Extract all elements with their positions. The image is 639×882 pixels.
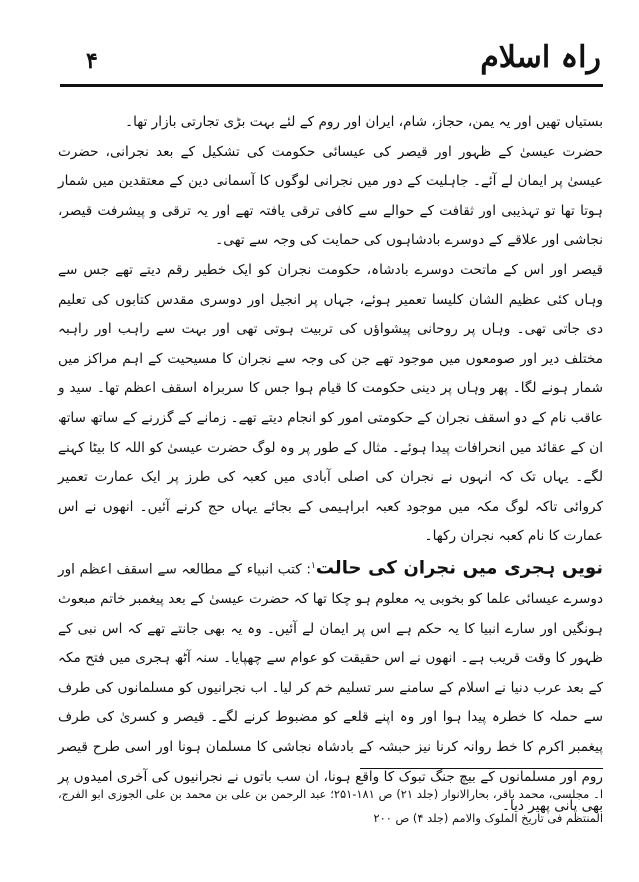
page-number: ۴ bbox=[86, 48, 98, 74]
paragraph: بستیاں تھیں اور یہ یمن، حجاز، شام، ایران اور روم کے لئے بہت بڑی تجارتی بازار تھا۔ bbox=[125, 114, 603, 130]
paragraph: حضرت عیسیٰ کے ظہور اور قیصر کی عیسائی حکومت کی تشکیل کے بعد نجرانی، حضرت عیسیٰ پر ایمان لے آئے۔ جاہلیت کے دور میں نجرانی لوگوں کا آسمانی دین کے معتقدین میں شمار ہوتا تھا تو تہذیبی اور ثقافت کے حوالے سے کافی ترقی یافتہ تھے اور یہ ترقی و پیشرفت قیصر، نجاشی اور علاقے کے دوسرے بادشاہوں کی حمایت کی وجہ سے تھی۔ bbox=[58, 143, 603, 249]
header-rule bbox=[60, 84, 603, 87]
paragraph-text: : کتب انبیاء کے مطالعہ سے اسقف اعظم اور دوسرے عیسائی علما کو بخوبی یہ معلوم ہو چکا تھا کہ حضرت عیسیٰ کے بعد پیغمبر خاتم مبعوث ہونگیں اور سارے انبیا کا یہ حکم ہے اس پر ایمان لے آئیں۔ وہ یہ بھی جانتے تھے کہ اس نبی کے ظہور کا وقت قریب ہے۔ انھوں نے اس حقیقت کو عوام سے چھپایا۔ سنہ آٹھ ہجری میں فتح مکہ کے بعد عرب دنیا نے اسلام کے سامنے سر تسلیم خم کر لیا۔ اب نجرانیوں کو مسلمانوں کی طرف سے حملہ کا خطرہ پیدا ہوا اور وہ اپنے قلعے کو مضبوط کرنے لگے۔ قیصر و کسریٰ کی طرف پیغمبر اکرم کا خط روانہ کرنا نیز حبشہ کے بادشاہ نجاشی کا مسلمان ہونا اور اسی طرح قیصر روم اور مسلمانوں کے بیچ جنگ تبوک کا واقع ہونا، ان سب باتوں نے نجرانیوں کی آخری امیدوں پر بھی پانی پھیر دیا۔ bbox=[58, 561, 603, 815]
footnote-rule bbox=[360, 768, 603, 769]
book-title-header: راہ اسلام bbox=[480, 40, 601, 75]
section-heading: نویں ہجری میں نجران کی حالت bbox=[315, 557, 603, 579]
paragraph: قیصر اور اس کے ماتحت دوسرے بادشاہ، حکومت نجران کو ایک خطیر رقم دیتے تھے جس سے وہاں کئی عظیم الشان کلیسا تعمیر ہوئے، جہاں پر انجیل اور دوسری مقدس کتابوں کی تعلیم دی جاتی تھی۔ وہاں پر روحانی پیشواؤں کی تربیت ہوتی تھی اور بہت سے راہب اور راہبہ مختلف دیر اور صومعوں میں موجود تھے جن کی وجہ سے نجران کا مسیحیت کے اہم مراکز میں شمار ہونے لگا۔ پھر وہاں پر دینی حکومت کا قیام ہوا جس کا سربراہ اسقف اعظم تھا۔ سید و عاقب نام کے دو اسقف نجران کے حکومتی امور کو انجام دیتے تھے۔ زمانے کے گزرنے کے ساتھ ساتھ ان کے عقائد میں انحرافات پیدا ہوئے۔ مثال کے طور پر وہ لوگ حضرت عیسیٰ کو اللہ کا بیٹا کہنے لگے۔ یہاں تک کہ انہوں نے نجران کی اصلی آبادی میں کعبہ کی طرز پر ایک عمارت تعمیر کروائی تاکہ لوگ مکہ میں موجود کعبہ ابراہیمی کے بجائے یہاں حج کرنے آئیں۔ انھوں نے اس عمارت کا نام کعبہ نجران رکھا۔ bbox=[58, 261, 603, 545]
body-text bbox=[58, 108, 603, 822]
footnote: ا۔ مجلسی، محمد باقر، بحارالانوار (جلد ۲۱) ص ۱۸۱-۲۵۱؛ عبد الرحمن بن علی بن محمد بن علی الجوزی ابو الفرج، المنتظم فی تاریخ الملوک والامم (جلد ۴) ص ۲۰۰ bbox=[58, 787, 604, 825]
footnote-marker: ۱ bbox=[311, 560, 316, 571]
